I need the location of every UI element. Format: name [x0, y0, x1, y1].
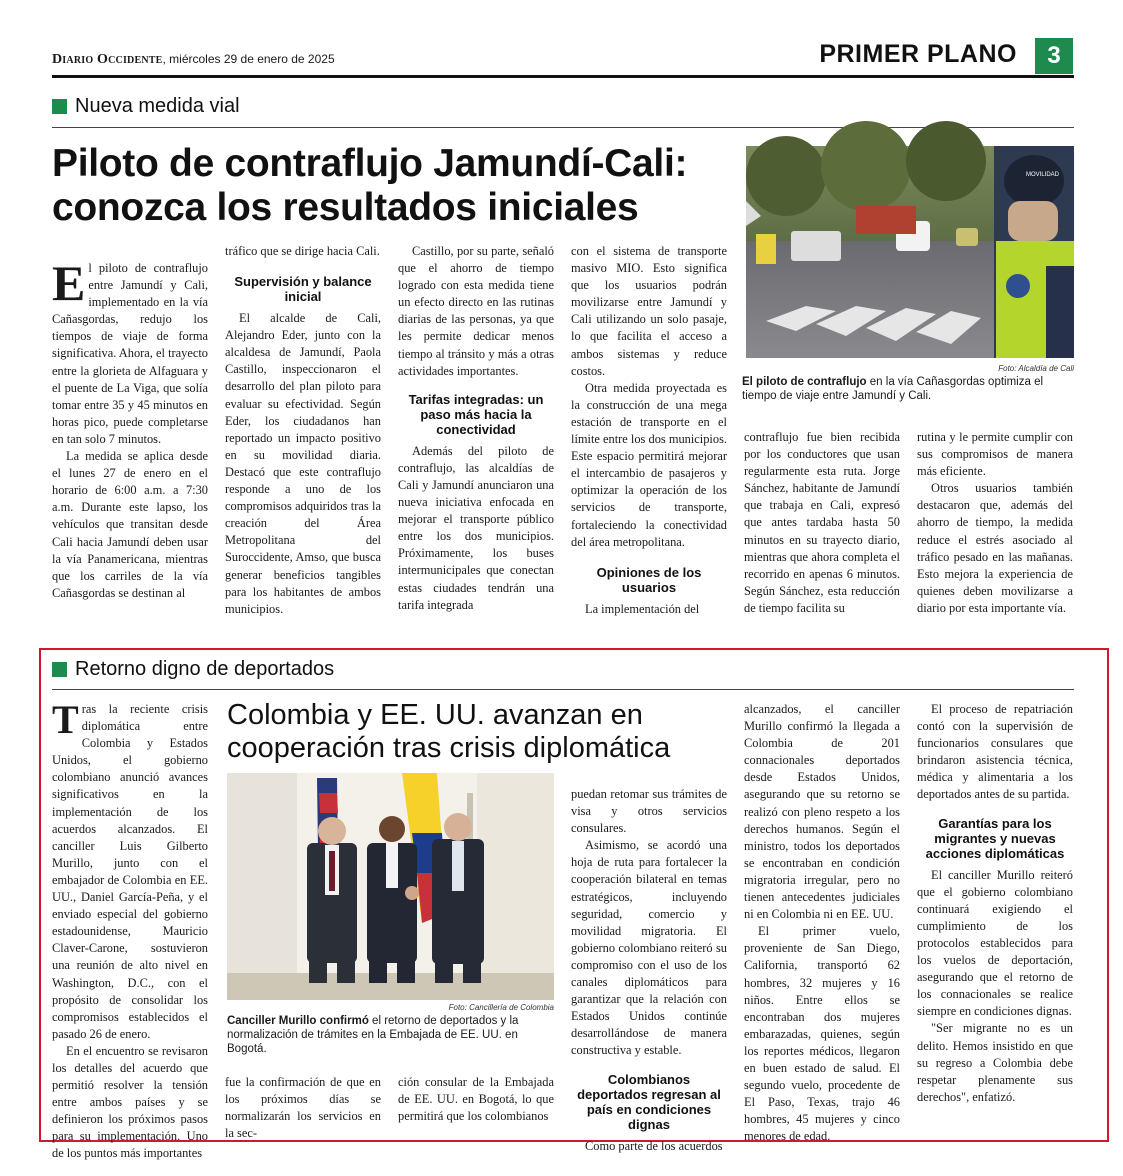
- article2-caption-text: el retorno de deportados y la normalización de trámites en la Embajada de EE. UU. en Bogotá.: [227, 1015, 519, 1055]
- article1-caption-bold: El piloto de contraflujo: [742, 376, 867, 388]
- page-number-badge: 3: [1035, 38, 1073, 74]
- article1-headline: [52, 142, 742, 230]
- article1-headline-line2: conozca los resultados iniciales: [52, 186, 639, 229]
- article1-paragraph-8: Otros usuarios también destacaron que, además del ahorro de tiempo, la medida reduce el estrés asociado al tráfico pesado en las mañanas. Esto mejora la experiencia de quienes deben movilizarse a diario por esta importante vía.: [917, 481, 1073, 615]
- article2-paragraph-2-cont-a: fue la confirmación de que en los próximos días se normalizarán los servicios en la sec-: [225, 1075, 381, 1141]
- article1-photo-caption: [742, 375, 1074, 403]
- article2-photo: [227, 773, 554, 1000]
- cap-label: MOVILIDAD: [1026, 172, 1060, 178]
- article2-headline: [227, 699, 737, 765]
- article1-caption-text: en la vía Cañasgordas optimiza el tiempo de viaje entre Jamundí y Cali.: [742, 376, 1044, 402]
- article2-dropcap: T: [52, 697, 79, 742]
- article1-paragraph-7-cont2: rutina y le permite cumplir con sus compromisos de manera más eficiente.: [917, 430, 1073, 479]
- article1-paragraph-2: La medida se aplica desde el lunes 27 de enero en el horario de 6:00 a.m. a 7:30 a.m. Durante este lapso, los vehículos que transitan desde Cali hacia Jamundí deben usar la vía Panamericana, mientras que los carriles de la vía Cañasgordas se destinan al: [52, 449, 208, 600]
- article1-dropcap: E: [52, 255, 86, 311]
- article2-paragraph-8: "Ser migrante no es un delito. Hemos insistido en que su regreso a Colombia debe respetar plenamente sus derechos", enfatizó.: [917, 1021, 1073, 1104]
- article1-column-1: [52, 255, 208, 635]
- masthead-rule: [52, 75, 1074, 78]
- article2-paragraph-7: El canciller Murillo reiteró que el gobierno colombiano continuará exigiendo el cumplimiento de los protocolos establecidos para los vuelos de deportación, asegurando que el retorno de los connacionales se realice siempre en condiciones dignas.: [917, 867, 1073, 1019]
- issue-date: , miércoles 29 de enero de 2025: [162, 52, 335, 66]
- article1-paragraph-5: Además del piloto de contraflujo, las alcaldías de Cali y Jamundí anunciaron una nueva iniciativa enfocada en mejorar el transporte público entre los dos municipios. Próximamente, los buses intermunicipales que conectan estas ciudades tendrán una tarifa integrada: [398, 443, 554, 612]
- article1-subhead-1: Supervisión y balance inicial: [234, 274, 372, 305]
- article2-kicker-rule: [52, 689, 1074, 690]
- article1-paragraph-4: Castillo, por su parte, señaló que el ahorro de tiempo logrado con esta medida tiene un efecto directo en las rutinas diarias de las personas, ya que les permite dedicar menos tiempo al tránsito y más a otras actividades importantes.: [398, 244, 554, 378]
- article1-subhead-3: Opiniones de los usuarios: [596, 564, 702, 595]
- article2-paragraph-2-cont-c: puedan retomar sus trámites de visa y otros servicios consulares.: [571, 787, 727, 836]
- article2-column-1: [52, 697, 208, 1161]
- article1-kicker: [52, 95, 240, 118]
- article1-column-4: [571, 243, 727, 635]
- article2-paragraph-1: ras la reciente crisis diplomática entre Colombia y Estados Unidos, el gobierno colombiano anunció avances significativos en la implementación de los acuerdos alcanzados. El canciller Luis Gilberto Murillo, junto con el embajador de Colombia en EE. UU., Daniel García-Peña, y el enviado especial del gobierno estadounidense, Mauricio Claver-Carone, sostuvieron una reunión de alto nivel en Washington, D.C., con el propósito de consolidar los compromisos establecidos el pasado 26 de enero.: [52, 702, 208, 1041]
- publication-name: Diario Occidente: [52, 52, 163, 67]
- masthead-date-line: [52, 52, 335, 68]
- section-title: PRIMER PLANO: [819, 40, 1017, 68]
- article1-column-6: [917, 429, 1073, 635]
- article1-paragraph-1: l piloto de contraflujo entre Jamundí y Cali, implementado en la vía Cañasgordas, redujo los tiempos de viaje de forma significativa. Ahora, el trayecto entre la glorieta de Alfaguara y el puente de La Viga, que solía tomar entre 35 y 45 minutos en horas pico, puede completarse en tan solo 7 minutos.: [52, 261, 208, 446]
- article2-paragraph-4-cont: alcanzados, el canciller Murillo confirmó la llegada a Colombia de 201 connacionales deportados desde Estados Unidos, asegurando que su retorno se realizó con pleno respeto a los derechos humanos. Según el ministro, todos los deportados se encontraban en condición migratoria irregular, pero no tienen antecedentes judiciales ni en Colombia ni en EE. UU.: [744, 702, 900, 922]
- article2-subhead-1: Colombianos deportados regresan al país en condiciones dignas: [577, 1071, 721, 1132]
- article2-paragraph-6: El proceso de repatriación contó con la supervisión de funcionarios consulares que brindaron asistencia técnica, médica y alimentaria a los deportados antes de su partida.: [917, 702, 1073, 802]
- article1-column-5: [744, 429, 900, 635]
- article2-headline-line2: cooperación tras crisis diplomática: [227, 732, 671, 764]
- article1-paragraph-7-cont: contraflujo fue bien recibida por los conductores que usan regularmente esta ruta. Jorge Sánchez, habitante de Jamundí que trabaja en Cali, expresó que antes tardaba hasta 50 minutos en su trayecto diario, mientras que ahora completa el recorrido en apenas 6 minutos. Según Sánchez, esta reducción de tiempo facilita su: [744, 430, 900, 615]
- article2-paragraph-4: Como parte de los acuerdos: [585, 1138, 723, 1153]
- article2-column-2: [225, 1074, 381, 1141]
- article2-paragraph-2: En el encuentro se revisaron los detalles del acuerdo que permitió resolver la tensión entre ambos países y se definieron los próximos pasos para su implementación. Uno de los puntos más importantes: [52, 1043, 208, 1161]
- article1-headline-line1: Piloto de contraflujo Jamundí-Cali:: [52, 142, 688, 185]
- article1-photo: [746, 146, 1074, 358]
- article1-kicker-label: Nueva medida vial: [75, 95, 240, 117]
- article1-paragraph-5-cont: con el sistema de transporte masivo MIO. Esto significa que los usuarios podrán movilizarse entre Jamundí y Cali utilizando un solo pasaje, lo que facilita el acceso a ambos sistemas y reduce costos.: [571, 244, 727, 378]
- article2-column-5: [744, 701, 900, 1144]
- article2-subhead-2: Garantías para los migrantes y nuevas acciones diplomáticas: [925, 815, 1065, 861]
- article2-paragraph-2-cont-b: ción consular de la Embajada de EE. UU. en Bogotá, lo que permitirá que los colombianos: [398, 1075, 554, 1124]
- kicker-square-icon: [52, 662, 67, 677]
- article1-paragraph-3: El alcalde de Cali, Alejandro Eder, junto con la alcaldesa de Jamundí, Paola Castillo, inspeccionaron el desarrollo del plan piloto para evaluar su efectividad. Según Eder, los ciudadanos han reportado un impacto positivo en su movilidad diaria. Destacó que este contraflujo responde a uno de los compromisos adquiridos tras la creación del Área Metropolitana del Suroccidente, Amso, que busca generar beneficios tangibles para los habitantes de ambos municipios.: [225, 311, 381, 616]
- article2-column-3: [398, 1074, 554, 1131]
- article2-paragraph-5: El primer vuelo, proveniente de San Diego, California, transportó 62 hombres, 32 mujeres y 16 niños. Entre ellos se encontraban dos mujeres embarazadas, quienes, según los reportes médicos, llegaron en buen estado de salud. El segundo vuelo, procedente de El Paso, Texas, trajo 46 hombres, 45 mujeres y cinco menores de edad.: [744, 924, 900, 1144]
- article2-paragraph-3: Asimismo, se acordó una hoja de ruta para fortalecer la cooperación bilateral en temas estratégicos, incluyendo seguridad, comercio y movilidad migratoria. El gobierno colombiano reiteró su compromiso con el uso de los canales diplomáticos para garantizar que la relación con Estados Unidos continúe desarrollándose de manera constructiva y estable.: [571, 838, 727, 1058]
- article2-kicker-label: Retorno digno de deportados: [75, 658, 335, 680]
- article2-column-4: [571, 786, 727, 1153]
- article1-paragraph-6: Otra medida proyectada es la construcción de una mega estación de transporte en el límite entre los dos municipios. Este espacio permitirá mejorar el intercambio de pasajeros y optimizar la operación de los servicios de transporte, fortaleciendo la conectividad del área metropolitana.: [571, 380, 727, 549]
- article1-paragraph-7: La implementación del: [585, 601, 700, 616]
- article1-subhead-2: Tarifas integradas: un paso más hacia la conectividad: [408, 391, 544, 437]
- article2-kicker: [52, 658, 334, 681]
- article1-photo-credit: Foto: Alcaldía de Cali: [998, 364, 1074, 373]
- article2-photo-credit: Foto: Cancillería de Colombia: [448, 1003, 554, 1012]
- article1-kicker-rule: [52, 127, 1074, 128]
- article1-paragraph-2-cont: tráfico que se dirige hacia Cali.: [225, 244, 380, 258]
- meeting-photo-illustration: [227, 773, 554, 1000]
- article2-column-6: [917, 701, 1073, 1131]
- article2-headline-line1: Colombia y EE. UU. avanzan en: [227, 699, 643, 731]
- article1-column-2: [225, 243, 381, 635]
- kicker-square-icon: [52, 99, 67, 114]
- article2-photo-caption: [227, 1014, 557, 1056]
- article2-caption-bold: Canciller Murillo confirmó: [227, 1015, 369, 1027]
- traffic-photo-illustration: [746, 146, 1074, 358]
- article1-column-3: [398, 243, 554, 635]
